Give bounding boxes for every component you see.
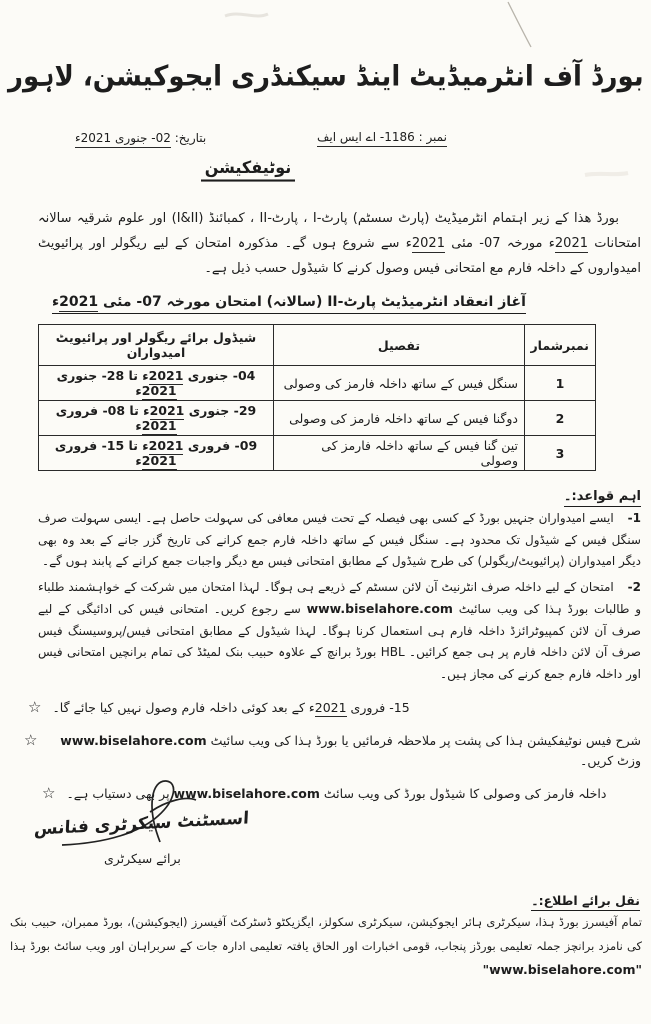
table-header-row (39, 325, 596, 366)
board-website-url: www.biselahore.com (306, 601, 453, 616)
intro-paragraph: بورڈ ھذا کے زیر اہتمام انٹرمیڈیٹ (پارٹ سسٹم) پارٹ-I ، پارٹ-II ، کمبائنڈ (I&II) اور علوم شرقیہ سالانہ امتحانات 2021ء مورخہ 07- مئی 2021ء سے شروع ہوں گے۔ مذکورہ امتحان کے لیے ریگولر اور پرائیویٹ امیدواروں کے داخلہ فارم مع امتحانی فیس وصول کرنے کا شیڈول حسب ذیل ہے۔ (38, 211, 641, 276)
signature-for-line: برائے سیکرٹری (104, 851, 181, 866)
rule-text-before-url: امتحان کے لیے داخلہ صرف انٹرنیٹ آن لائن سسٹم کے ذریعے ہی ہوگا۔ لہذا امتحان میں شرکت کے خواہشمند طلباء و طالبات بورڈ ہذا کی ویب سائیٹ (38, 579, 641, 616)
star-icon: ☆ (24, 731, 38, 749)
rule-number: 2- (627, 579, 641, 594)
scan-smudge (225, 14, 268, 16)
reference-date (75, 131, 206, 145)
column-header-detail: تفصیل (274, 325, 525, 366)
exam-section-heading: آغاز انعقاد انٹرمیڈیٹ پارٹ-II (سالانہ) امتحان مورخہ 07- مئی 2021ء (38, 294, 641, 310)
detail-cell: دوگنا فیس کے ساتھ داخلہ فارمز کی وصولی (274, 401, 525, 436)
schedule-cell: 04- جنوری 2021ء تا 28- جنوری 2021ء (39, 366, 274, 401)
board-website-url: www.biselahore.com (173, 786, 320, 801)
fee-schedule-table (38, 324, 596, 471)
star-icon: ☆ (28, 698, 42, 716)
reference-number: نمبر : 1186- اے ایس ایف (317, 130, 447, 147)
rule-text-after-url: سے رجوع کریں۔ امتحانی فیس کی ادائیگی کے لیے صرف آن لائن کمپیوٹرائزڈ داخلہ فارم ہی استعمال کرنا ہوگا۔ لہذا شیڈول کے مطابق امتحانی فیس/پروسیسنگ فیس صرف آن لائن داخلہ فارم پر ہی جمع کرائیں۔ HBL بورڈ برانچ کے علاوہ حبیب بنک لمیٹڈ کی تمام برانچیں امتحانی فیس اور داخلہ فارم جمع کرنے کی مجاز ہیں۔ (38, 602, 642, 681)
star-icon: ☆ (42, 784, 56, 802)
rule-number: 1- (627, 511, 641, 525)
board-website-url: "www.biselahore.com" (482, 962, 642, 977)
note-line-1 (28, 698, 641, 718)
table-row (39, 401, 596, 436)
footer-heading: نقل برائے اطلاع:۔ (10, 893, 640, 908)
notification-heading-wrap (0, 158, 496, 181)
footer-text: تمام آفیسرز بورڈ ہذا، سیکرٹری ہائر ایجوکیشن، سیکرٹری سکولز، ایگزیکٹو ڈسٹرکٹ آفیسرز (ایجوکیشن)، بورڈ ممبران، حبیب بنک کی نامزد برانچز جملہ تعلیمی بورڈز پنجاب، قومی اخبارات اور الحاق یافتہ تعلیمی ادارہ جات کے سربراہان اور ویب سائٹ بورڈ ہذا (10, 915, 642, 953)
detail-cell: تین گنا فیس کے ساتھ داخلہ فارمز کی وصولی (274, 436, 525, 471)
serial-cell: 1 (525, 366, 596, 401)
rule-item-2 (38, 577, 641, 686)
note-line-3 (42, 784, 641, 804)
document-body (0, 206, 651, 804)
serial-cell: 2 (525, 401, 596, 436)
detail-cell: سنگل فیس کے ساتھ داخلہ فارمز کی وصولی (274, 366, 525, 401)
rules-heading: اہم قواعد:۔ (38, 489, 641, 504)
column-header-schedule: شیڈول برائے ریگولر اور پرائیویٹ امیدواران (39, 325, 274, 366)
date-value: 02- جنوری 2021ء (75, 131, 171, 148)
scan-smudge-2 (585, 173, 628, 175)
rule-item-1 (38, 508, 641, 573)
table-row (39, 436, 596, 471)
board-website-url: www.biselahore.com (60, 733, 207, 748)
notification-heading: نوٹیفکیشن (201, 157, 296, 181)
scan-crease-line (508, 2, 531, 47)
signatory-designation: اسسٹنٹ سیکرٹری فنانس (33, 808, 250, 840)
footer-distribution (10, 893, 642, 982)
column-header-serial: نمبرشمار (525, 325, 596, 366)
rule-text: ایسے امیدواران جنہیں بورڈ کے کسی بھی فیصلہ کے تحت فیس معافی کی سہولت حاصل ہے۔ ایسی سہولت صرف سنگل فیس کے شیڈول تک محدود ہے۔ سنگل فیس کے ساتھ داخلہ فارم جمع کرانے کی تاریخ گزر جانے کے بعد وہ بھی دیگر امیدواران (پرائیویٹ/ریگولر) کی طرح شیڈول کے مطابق امتحانی فیس مع دیگر واجبات جمع کرانے کے پابند ہوں گے۔ (38, 511, 641, 568)
schedule-cell: 29- جنوری 2021ء تا 08- فروری 2021ء (39, 401, 274, 436)
footer-body (10, 910, 642, 982)
board-title: بورڈ آف انٹرمیڈیٹ اینڈ سیکنڈری ایجوکیشن، لاہور (8, 60, 644, 94)
note-text: داخلہ فارمز کی وصولی کا شیڈول بورڈ کی ویب سائٹ www.biselahore.com پر بھی دستیاب ہے۔ (66, 786, 607, 801)
table-row (39, 366, 596, 401)
serial-cell: 3 (525, 436, 596, 471)
schedule-cell: 09- فروری 2021ء تا 15- فروری 2021ء (39, 436, 274, 471)
note-text: 15- فروری 2021ء کے بعد کوئی داخلہ فارم وصول نہیں کیا جائے گا۔ (52, 700, 410, 715)
note-text: شرح فیس نوٹیفکیشن ہذا کی پشت پر ملاحظہ فرمائیں یا بورڈ ہذا کی ویب سائیٹ www.biselahore.com وزٹ کریں۔ (60, 733, 641, 768)
date-label: بتاریخ: (174, 131, 207, 145)
note-line-2 (24, 731, 641, 771)
